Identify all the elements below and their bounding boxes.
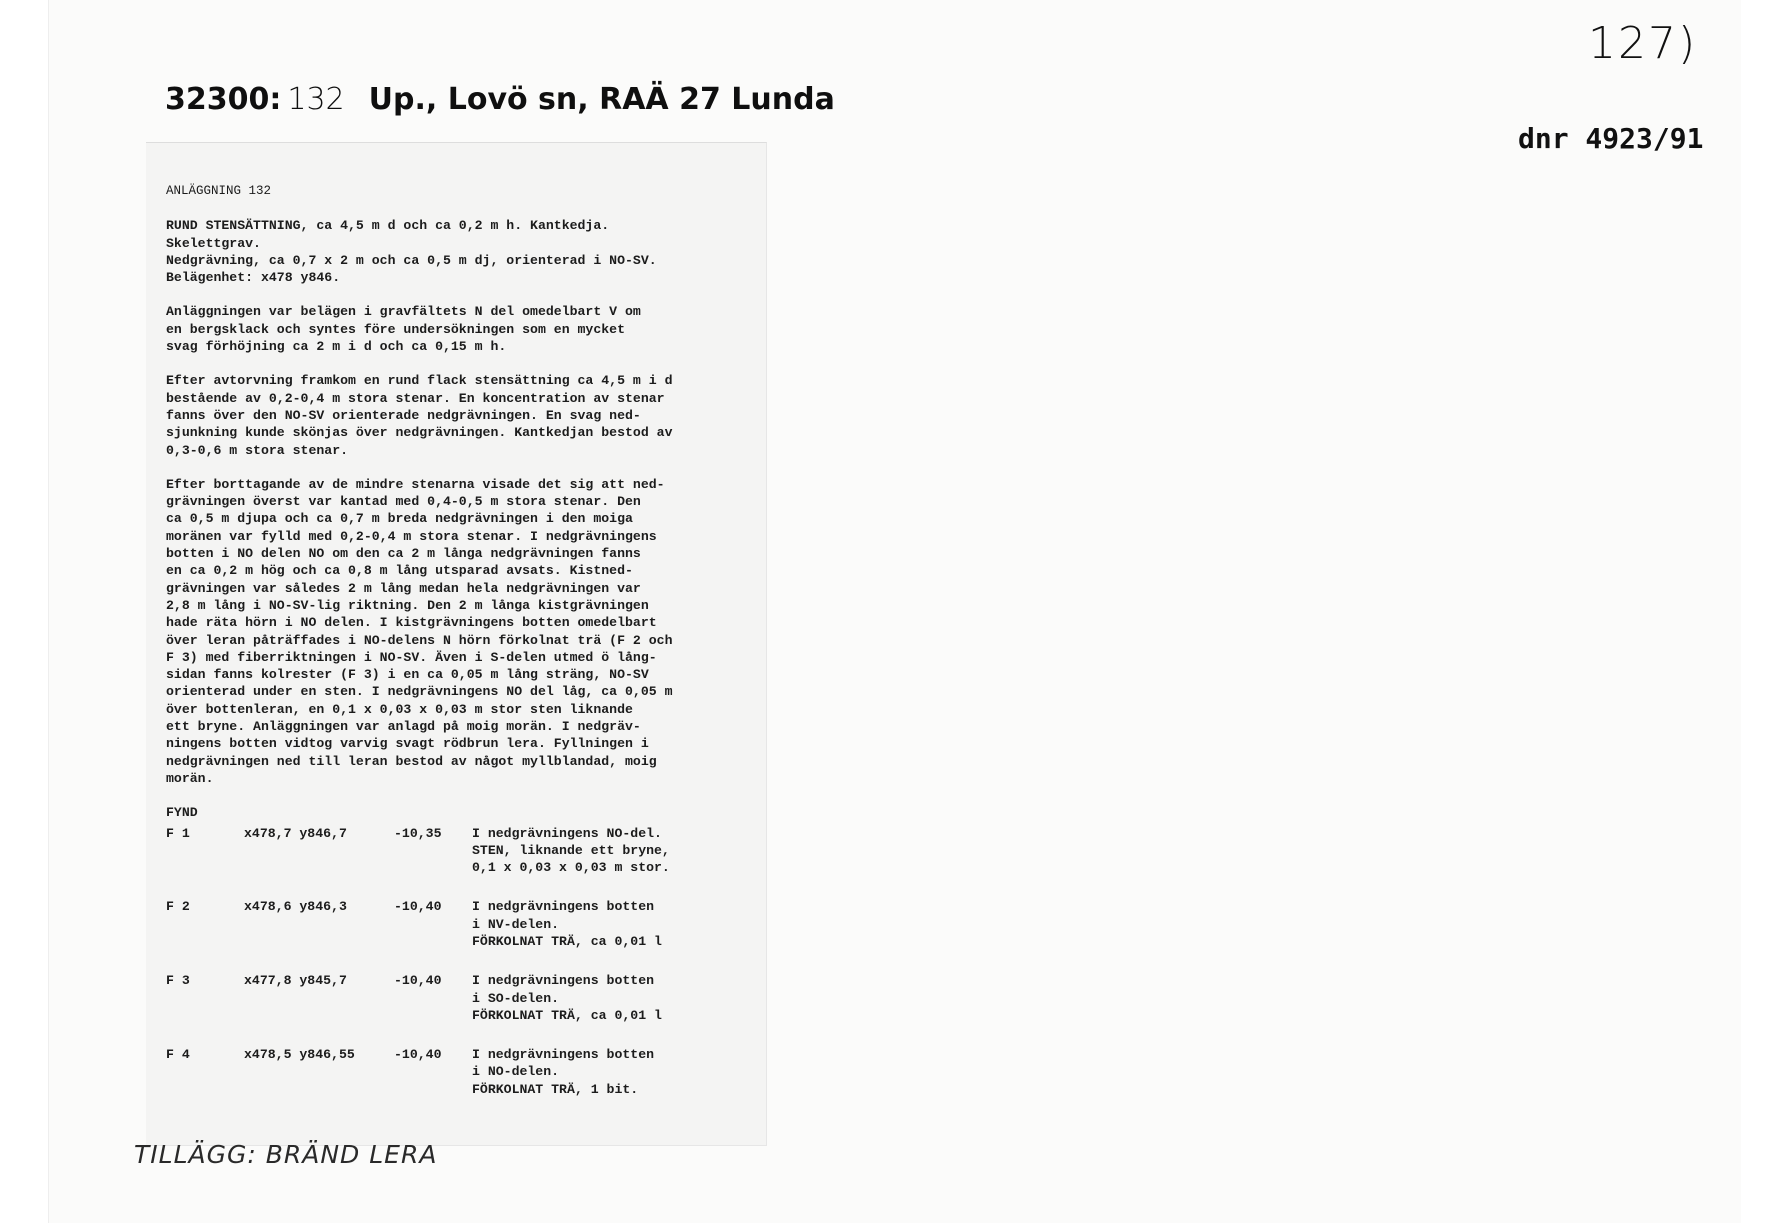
paragraph-excavation: Efter avtorvning framkom en rund flack stensättning ca 4,5 m i d bestående av 0,2-0,4 m stora stenar. En koncentration av stenar fanns över den NO-SV orienterade nedgrävningen. En svag ned- sjunkning kunde skönjas över nedgrävningen. Kantkedjan bestod av 0,3-0,6 m stora stenar. — [166, 373, 673, 458]
find-description: I nedgrävningens botten i NV-delen. FÖRKOLNAT TRÄ, ca 0,01 l — [472, 899, 662, 949]
site-location: Up., Lovö sn, RAÄ 27 Lunda — [368, 82, 835, 117]
handwritten-number: 132 — [287, 82, 345, 117]
find-level: -10,35 — [394, 825, 442, 841]
find-row — [166, 825, 766, 877]
find-id: F 1 — [166, 825, 190, 841]
find-description: I nedgrävningens NO-del. STEN, liknande ett bryne, 0,1 x 0,03 x 0,03 m stor. — [472, 825, 670, 876]
catalog-number: 32300: — [165, 82, 282, 117]
find-row — [166, 972, 766, 1024]
find-row — [166, 1046, 766, 1098]
find-level: -10,40 — [394, 899, 442, 915]
paragraph-location: Anläggningen var belägen i gravfältets N del omedelbart V om en bergsklack och syntes före undersökningen som en mycket svag förhöjning ca 2 m i d och ca 0,15 m h. — [166, 304, 641, 355]
dnr-reference: dnr 4923/91 — [1518, 122, 1704, 155]
typed-document — [166, 183, 766, 1120]
find-coordinates: x478,5 y846,55 — [244, 1047, 355, 1063]
handwritten-page-number: 127) — [1588, 18, 1698, 69]
find-level: -10,40 — [394, 1047, 442, 1063]
find-id: F 2 — [166, 899, 190, 915]
document-heading: ANLÄGGNING 132 — [166, 184, 272, 198]
card-header — [165, 82, 835, 117]
find-id: F 4 — [166, 1047, 190, 1063]
paragraph-summary: RUND STENSÄTTNING, ca 4,5 m d och ca 0,2 m h. Kantkedja. Skelettgrav. Nedgrävning, ca 0,7 x 2 m och ca 0,5 m dj, orienterad i NO-SV. Belägenhet: x478 y846. — [166, 218, 657, 286]
paragraph-grave: Efter borttagande av de mindre stenarna visade det sig att ned- grävningen överst var kantad med 0,4-0,5 m stora stenar. Den ca 0,5 m djupa och ca 0,7 m breda nedgrävningen i den moiga moränen var fylld med 0,2-0,4 m stora stenar. I nedgrävningens botten i NO delen NO om den ca 2 m långa nedgrävningen fanns en ca 0,2 m hög och ca 0,8 m lång utsparad avsats. Kistned- grävningen var således 2 m lång medan hela nedgrävningen var 2,8 m lång i NO-SV-lig riktning. Den 2 m långa kistgrävningen hade räta hörn i NO delen. I kistgrävningens botten omedelbart över leran påträffades i NO-delens N hörn förkolnat trä (F 2 och F 3) med fiberriktningen i NO-SV. Även i S-delen utmed ö lång- sidan fanns kolrester (F 3) i en ca 0,05 m lång sträng, NO-SV orienterad under en sten. I nedgrävningens NO del låg, ca 0,05 m över bottenleran, en 0,1 x 0,03 x 0,03 m stor sten liknande ett bryne. Anläggningen var anlagd på moig morän. I nedgräv- ningens botten vidtog varvig svagt rödbrun lera. Fyllningen i nedgrävningen ned till leran bestod av något myllblandad, moig morän. — [166, 476, 673, 786]
find-description: I nedgrävningens botten i SO-delen. FÖRKOLNAT TRÄ, ca 0,01 l — [472, 973, 662, 1023]
find-coordinates: x478,6 y846,3 — [244, 899, 347, 915]
find-coordinates: x477,8 y845,7 — [244, 973, 347, 989]
find-level: -10,40 — [394, 973, 442, 989]
find-row — [166, 898, 766, 950]
finds-heading: FYND — [166, 805, 198, 821]
find-description: I nedgrävningens botten i NO-delen. FÖRKOLNAT TRÄ, 1 bit. — [472, 1047, 655, 1097]
find-id: F 3 — [166, 973, 190, 989]
find-coordinates: x478,7 y846,7 — [244, 825, 347, 841]
handwritten-addendum: TILLÄGG: BRÄND LERA — [134, 1140, 438, 1169]
